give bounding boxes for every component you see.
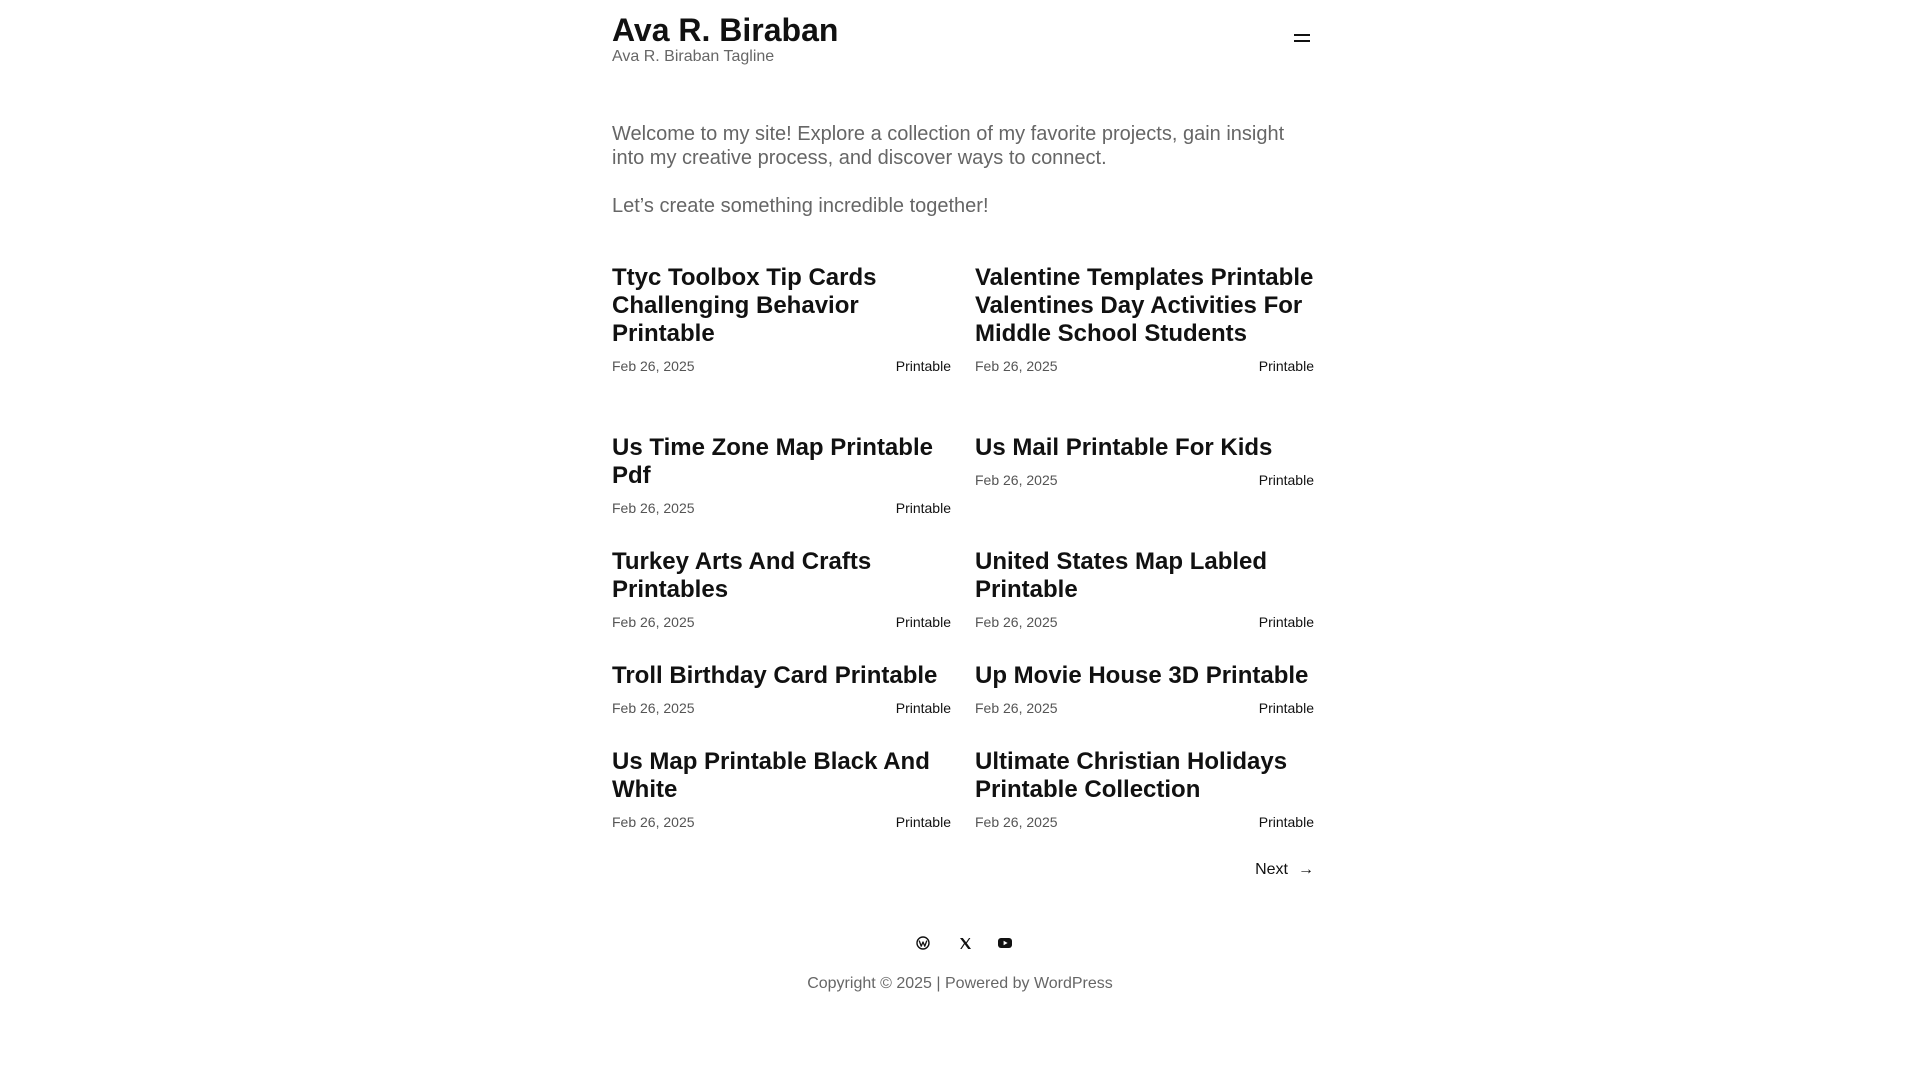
post-title[interactable]: Us Map Printable Black And White [612,748,930,803]
post-title[interactable]: United States Map Labled Printable [975,548,1268,603]
post-date: Feb 26, 2025 [975,358,1058,374]
main-container [612,0,1314,878]
post-card [612,434,951,518]
post-category-link[interactable]: Printable [1258,700,1314,716]
site-title[interactable]: Ava R. Biraban [612,12,839,48]
post-category-link[interactable]: Printable [895,814,951,830]
post-category-link[interactable]: Printable [1258,814,1314,830]
post-meta [975,812,1314,832]
post-date: Feb 26, 2025 [612,358,695,374]
x-icon [959,937,972,950]
post-title[interactable]: Ultimate Christian Holidays Printable Collection [975,748,1288,803]
post-meta [612,698,951,718]
post-meta [975,612,1314,632]
post-card [975,264,1314,376]
post-meta [612,612,951,632]
next-page-link[interactable] [1255,860,1314,880]
post-meta [975,698,1314,718]
post-category-link[interactable]: Printable [895,614,951,630]
post-title[interactable]: Up Movie House 3D Printable [975,662,1309,689]
intro-text [612,122,1314,242]
intro-paragraph-1: Welcome to my site! Explore a collection of my favorite projects, gain insight into my creative process, and discover ways to connect. [612,123,1285,169]
site-tagline: Ava R. Biraban Tagline [612,48,775,65]
post-date: Feb 26, 2025 [612,614,695,630]
post-title[interactable]: Us Mail Printable For Kids [975,434,1273,461]
hamburger-menu-icon-bar [1294,40,1310,42]
post-meta [612,356,951,376]
x-link[interactable] [954,932,976,954]
post-category-link[interactable]: Printable [895,500,951,516]
post-card [612,264,951,376]
post-date: Feb 26, 2025 [975,814,1058,830]
youtube-link[interactable] [994,932,1016,954]
post-category-link[interactable]: Printable [895,358,951,374]
post-date: Feb 26, 2025 [612,700,695,716]
intro-paragraph-2: Let’s create something incredible together! [612,195,989,217]
post-meta [975,470,1314,490]
post-meta [612,812,951,832]
post-card [975,748,1314,832]
next-page-label: Next [1255,861,1288,878]
post-category-link[interactable]: Printable [1258,472,1314,488]
post-card [612,662,951,718]
post-card [612,748,951,832]
wordpress-icon [916,936,930,950]
post-date: Feb 26, 2025 [612,500,695,516]
post-title[interactable]: Us Time Zone Map Printable Pdf [612,434,933,489]
post-meta [975,356,1314,376]
post-category-link[interactable]: Printable [895,700,951,716]
post-title[interactable]: Valentine Templates Printable Valentines Day Activities For Middle School Students [975,264,1314,347]
post-category-link[interactable]: Printable [1258,358,1314,374]
post-card [975,434,1314,490]
post-date: Feb 26, 2025 [975,472,1058,488]
youtube-icon [998,938,1012,948]
post-date: Feb 26, 2025 [612,814,695,830]
post-category-link[interactable]: Printable [1258,614,1314,630]
post-date: Feb 26, 2025 [975,614,1058,630]
hamburger-menu-icon [1294,34,1310,36]
post-card [975,548,1314,632]
wordpress-link[interactable] [912,932,934,954]
copyright-text: Copyright © 2025 | Powered by WordPress [807,975,1113,992]
post-date: Feb 26, 2025 [975,700,1058,716]
post-meta [612,498,951,518]
post-title[interactable]: Turkey Arts And Crafts Printables [612,548,872,603]
arrow-right-icon: → [1298,861,1314,878]
post-card [612,548,951,632]
post-card [975,662,1314,718]
site-header [612,0,1314,110]
post-title[interactable]: Troll Birthday Card Printable [612,662,938,689]
menu-toggle-button[interactable] [1290,28,1314,48]
social-links [912,932,1018,954]
post-title[interactable]: Ttyc Toolbox Tip Cards Challenging Behavior Printable [612,264,877,347]
